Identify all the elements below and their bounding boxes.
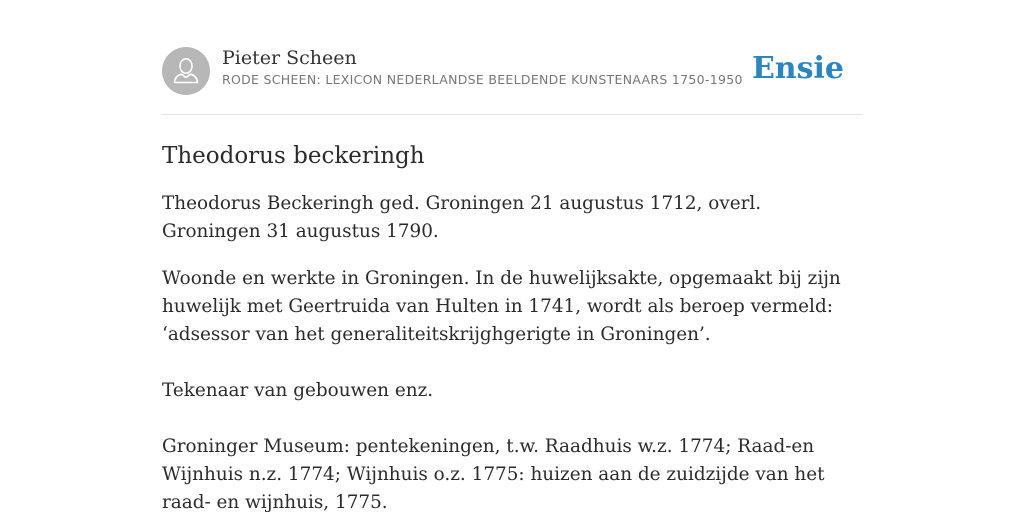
- article-body: [162, 190, 862, 512]
- author-block: [222, 46, 743, 89]
- page: [162, 0, 862, 512]
- article-title: Theodorus beckeringh: [162, 143, 425, 169]
- article-paragraph: Groninger Museum: pentekeningen, t.w. Raadhuis w.z. 1774; Raad-en Wijnhuis n.z. 1774; Wijnhuis o.z. 1775: huizen aan de zuidzijde van het raad- en wijnhuis, 1775.: [162, 436, 825, 512]
- user-silhouette-icon: [162, 47, 210, 95]
- author-avatar[interactable]: [162, 47, 210, 95]
- ensie-logo-link[interactable]: Ensie: [751, 51, 844, 86]
- article-paragraph: Theodorus Beckeringh ged. Groningen 21 augustus 1712, overl. Groningen 31 augustus 1790.: [162, 193, 762, 242]
- article-header: [162, 46, 862, 115]
- source-title: RODE SCHEEN: LEXICON NEDERLANDSE BEELDENDE KUNSTENAARS 1750-1950: [222, 72, 743, 87]
- author-name[interactable]: Pieter Scheen: [222, 47, 357, 69]
- article-paragraph: Tekenaar van gebouwen enz.: [162, 380, 434, 401]
- article-paragraph: Woonde en werkte in Groningen. In de huwelijksakte, opgemaakt bij zijn huwelijk met Geertruida van Hulten in 1741, wordt als beroep vermeld: ‘adsessor van het generaliteitskrijghgerigte in Groningen’.: [162, 268, 841, 345]
